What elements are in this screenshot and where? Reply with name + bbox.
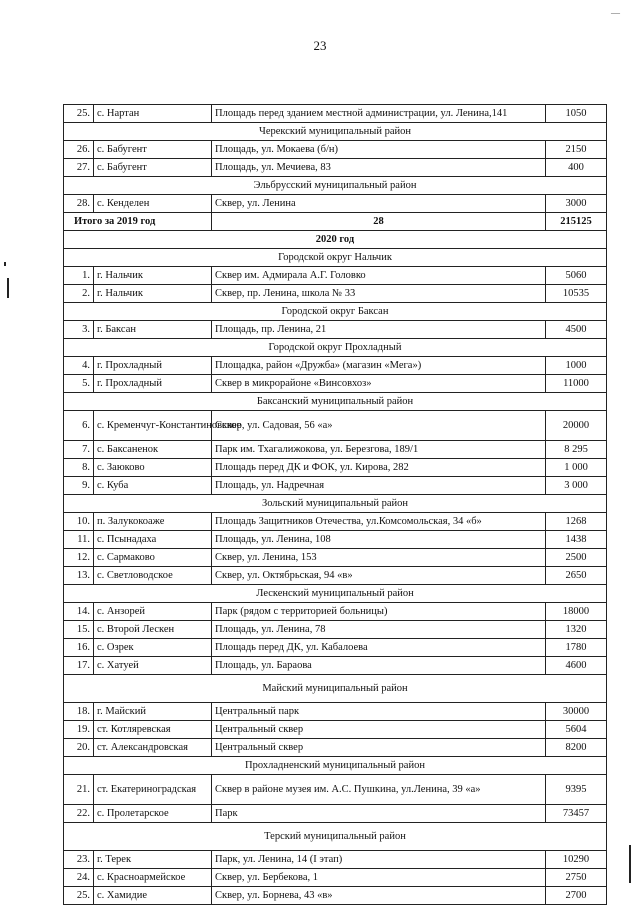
table-row: [64, 775, 607, 805]
table-row: [64, 441, 607, 459]
row-area: 4500: [546, 321, 607, 339]
right-margin-bar: [629, 845, 631, 883]
row-object: Сквер в микрорайоне «Винсовхоз»: [212, 375, 546, 393]
section-title: Баксанский муниципальный район: [64, 393, 607, 411]
row-locality: с. Кенделен: [94, 195, 212, 213]
year-header-row: [64, 231, 607, 249]
table-row: [64, 887, 607, 905]
row-number: 18.: [64, 703, 94, 721]
section-title: Лескенский муниципальный район: [64, 585, 607, 603]
total-area: 215125: [546, 213, 607, 231]
row-locality: г. Майский: [94, 703, 212, 721]
row-area: 18000: [546, 603, 607, 621]
row-locality: с. Сармаково: [94, 549, 212, 567]
row-object: Сквер, ул. Борнева, 43 «в»: [212, 887, 546, 905]
row-object: Площадь Защитников Отечества, ул.Комсомольская, 34 «б»: [212, 513, 546, 531]
corner-mark: —: [611, 8, 620, 18]
row-locality: с. Псынадаха: [94, 531, 212, 549]
row-locality: с. Кременчуг-Константиновское: [94, 411, 212, 441]
row-number: 12.: [64, 549, 94, 567]
table-row: [64, 549, 607, 567]
total-row: [64, 213, 607, 231]
row-locality: с. Пролетарское: [94, 805, 212, 823]
row-object: Площадь перед зданием местной администрации, ул. Ленина,141: [212, 105, 546, 123]
row-locality: с. Анзорей: [94, 603, 212, 621]
row-number: 15.: [64, 621, 94, 639]
total-count: 28: [212, 213, 546, 231]
row-number: 23.: [64, 851, 94, 869]
row-locality: п. Залукокоаже: [94, 513, 212, 531]
table-row: [64, 285, 607, 303]
section-title: Городской округ Прохладный: [64, 339, 607, 357]
row-locality: с. Красноармейское: [94, 869, 212, 887]
row-number: 21.: [64, 775, 94, 805]
table-row: [64, 195, 607, 213]
row-area: 4600: [546, 657, 607, 675]
row-area: 1 000: [546, 459, 607, 477]
registry-body: [64, 105, 607, 905]
row-number: 14.: [64, 603, 94, 621]
section-title: Терский муниципальный район: [64, 823, 607, 851]
year-title: 2020 год: [64, 231, 607, 249]
row-area: 1268: [546, 513, 607, 531]
row-locality: с. Бабугент: [94, 159, 212, 177]
left-margin-mark: [4, 262, 6, 266]
row-number: 24.: [64, 869, 94, 887]
row-object: Площадь, ул. Ленина, 108: [212, 531, 546, 549]
row-locality: с. Бабугент: [94, 141, 212, 159]
section-header-row: [64, 757, 607, 775]
section-header-row: [64, 585, 607, 603]
row-object: Парк (рядом с территорией больницы): [212, 603, 546, 621]
row-object: Сквер, ул. Бербекова, 1: [212, 869, 546, 887]
row-object: Площадь, ул. Мечиева, 83: [212, 159, 546, 177]
row-area: 3 000: [546, 477, 607, 495]
row-locality: г. Прохладный: [94, 357, 212, 375]
table-row: [64, 851, 607, 869]
row-object: Сквер, ул. Ленина, 153: [212, 549, 546, 567]
row-locality: г. Нальчик: [94, 285, 212, 303]
row-area: 2150: [546, 141, 607, 159]
row-area: 73457: [546, 805, 607, 823]
row-area: 2500: [546, 549, 607, 567]
section-title: Черекский муниципальный район: [64, 123, 607, 141]
table-row: [64, 321, 607, 339]
row-object: Сквер, пр. Ленина, школа № 33: [212, 285, 546, 303]
table-row: [64, 159, 607, 177]
row-object: Сквер в районе музея им. А.С. Пушкина, ул.Ленина, 39 «а»: [212, 775, 546, 805]
row-locality: ст. Котляревская: [94, 721, 212, 739]
table-row: [64, 739, 607, 757]
row-locality: г. Прохладный: [94, 375, 212, 393]
section-header-row: [64, 339, 607, 357]
row-locality: г. Терек: [94, 851, 212, 869]
section-header-row: [64, 393, 607, 411]
row-object: Парк им. Тхагалижокова, ул. Березгова, 189/1: [212, 441, 546, 459]
table-row: [64, 603, 607, 621]
row-number: 26.: [64, 141, 94, 159]
row-number: 13.: [64, 567, 94, 585]
row-number: 28.: [64, 195, 94, 213]
row-locality: с. Светловодское: [94, 567, 212, 585]
registry-table: [63, 104, 607, 905]
row-area: 11000: [546, 375, 607, 393]
table-row: [64, 477, 607, 495]
row-locality: г. Баксан: [94, 321, 212, 339]
row-area: 30000: [546, 703, 607, 721]
row-object: Площадь перед ДК, ул. Кабалоева: [212, 639, 546, 657]
table-row: [64, 721, 607, 739]
row-locality: с. Хатуей: [94, 657, 212, 675]
row-number: 27.: [64, 159, 94, 177]
row-object: Центральный сквер: [212, 721, 546, 739]
table-row: [64, 411, 607, 441]
table-row: [64, 657, 607, 675]
row-area: 1780: [546, 639, 607, 657]
row-area: 10535: [546, 285, 607, 303]
row-locality: с. Нартан: [94, 105, 212, 123]
row-area: 5604: [546, 721, 607, 739]
row-locality: с. Второй Лескен: [94, 621, 212, 639]
section-header-row: [64, 123, 607, 141]
row-object: Сквер, ул. Октябрьская, 94 «в»: [212, 567, 546, 585]
section-title: Эльбрусский муниципальный район: [64, 177, 607, 195]
row-number: 20.: [64, 739, 94, 757]
section-title: Зольский муниципальный район: [64, 495, 607, 513]
left-margin-bar: [7, 278, 9, 298]
row-number: 25.: [64, 887, 94, 905]
row-number: 4.: [64, 357, 94, 375]
total-label: Итого за 2019 год: [64, 213, 212, 231]
row-object: Площадь, ул. Ленина, 78: [212, 621, 546, 639]
section-title: Городской округ Баксан: [64, 303, 607, 321]
row-locality: ст. Екатериноградская: [94, 775, 212, 805]
row-number: 3.: [64, 321, 94, 339]
row-number: 25.: [64, 105, 94, 123]
table-row: [64, 105, 607, 123]
row-area: 2700: [546, 887, 607, 905]
table-row: [64, 869, 607, 887]
section-title: Прохладненский муниципальный район: [64, 757, 607, 775]
row-number: 22.: [64, 805, 94, 823]
table-row: [64, 805, 607, 823]
row-object: Сквер, ул. Садовая, 56 «а»: [212, 411, 546, 441]
row-area: 1000: [546, 357, 607, 375]
row-number: 1.: [64, 267, 94, 285]
row-object: Площадь, пр. Ленина, 21: [212, 321, 546, 339]
row-number: 8.: [64, 459, 94, 477]
section-header-row: [64, 177, 607, 195]
row-area: 10290: [546, 851, 607, 869]
row-area: 20000: [546, 411, 607, 441]
row-locality: ст. Александровская: [94, 739, 212, 757]
row-area: 1050: [546, 105, 607, 123]
table-row: [64, 621, 607, 639]
table-row: [64, 357, 607, 375]
table-row: [64, 267, 607, 285]
table-row: [64, 513, 607, 531]
table-row: [64, 459, 607, 477]
row-area: 8200: [546, 739, 607, 757]
row-area: 8 295: [546, 441, 607, 459]
row-locality: с. Куба: [94, 477, 212, 495]
row-object: Сквер, ул. Ленина: [212, 195, 546, 213]
section-header-row: [64, 675, 607, 703]
row-number: 9.: [64, 477, 94, 495]
section-header-row: [64, 823, 607, 851]
section-title: Городской округ Нальчик: [64, 249, 607, 267]
row-area: 3000: [546, 195, 607, 213]
row-object: Парк: [212, 805, 546, 823]
row-area: 400: [546, 159, 607, 177]
table-row: [64, 375, 607, 393]
row-object: Парк, ул. Ленина, 14 (I этап): [212, 851, 546, 869]
row-object: Площадь, ул. Мокаева (б/н): [212, 141, 546, 159]
row-area: 1320: [546, 621, 607, 639]
row-area: 2650: [546, 567, 607, 585]
section-header-row: [64, 495, 607, 513]
row-area: 9395: [546, 775, 607, 805]
row-area: 5060: [546, 267, 607, 285]
row-number: 11.: [64, 531, 94, 549]
row-number: 2.: [64, 285, 94, 303]
row-object: Площадка, район «Дружба» (магазин «Мега»): [212, 357, 546, 375]
table-row: [64, 567, 607, 585]
row-area: 1438: [546, 531, 607, 549]
row-locality: с. Баксаненок: [94, 441, 212, 459]
row-number: 6.: [64, 411, 94, 441]
page-number: 23: [313, 38, 327, 53]
row-object: Площадь, ул. Надречная: [212, 477, 546, 495]
row-locality: с. Озрек: [94, 639, 212, 657]
row-locality: г. Нальчик: [94, 267, 212, 285]
row-locality: с. Хамидие: [94, 887, 212, 905]
row-area: 2750: [546, 869, 607, 887]
row-number: 17.: [64, 657, 94, 675]
row-object: Сквер им. Адмирала А.Г. Головко: [212, 267, 546, 285]
row-locality: с. Заюково: [94, 459, 212, 477]
table-row: [64, 703, 607, 721]
section-header-row: [64, 249, 607, 267]
section-header-row: [64, 303, 607, 321]
row-object: Центральный парк: [212, 703, 546, 721]
table-row: [64, 639, 607, 657]
row-number: 16.: [64, 639, 94, 657]
row-number: 10.: [64, 513, 94, 531]
row-object: Площадь перед ДК и ФОК, ул. Кирова, 282: [212, 459, 546, 477]
row-number: 19.: [64, 721, 94, 739]
row-number: 7.: [64, 441, 94, 459]
row-object: Центральный сквер: [212, 739, 546, 757]
table-row: [64, 531, 607, 549]
row-object: Площадь, ул. Бараова: [212, 657, 546, 675]
row-number: 5.: [64, 375, 94, 393]
section-title: Майский муниципальный район: [64, 675, 607, 703]
table-row: [64, 141, 607, 159]
